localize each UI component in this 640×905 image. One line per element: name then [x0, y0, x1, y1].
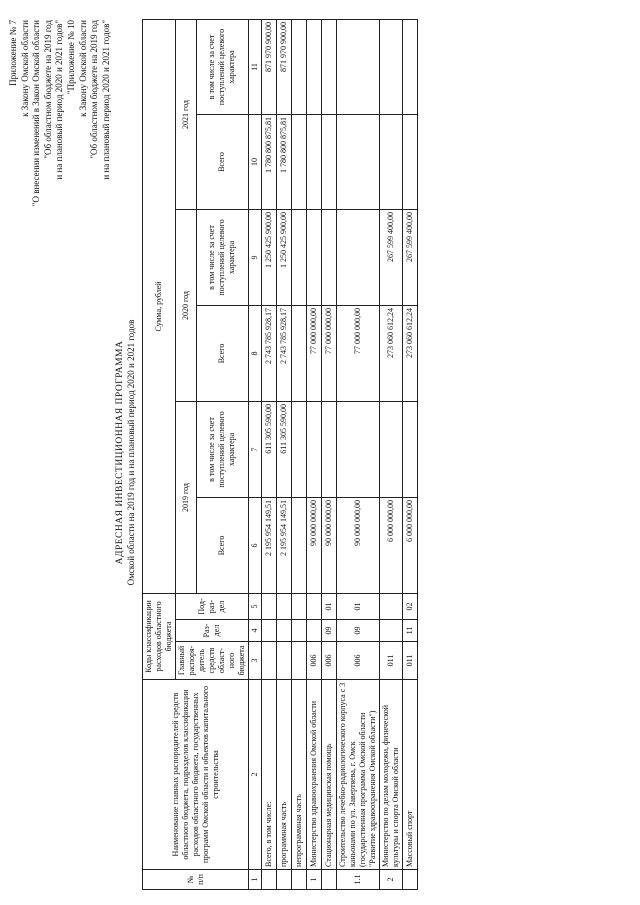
- cell-num: [292, 870, 307, 890]
- col-number: 9: [249, 209, 262, 305]
- cell-t2021: [292, 114, 307, 209]
- appendix-line: "Приложение № 10: [66, 20, 76, 95]
- cell-c2019: 611 305 590,00: [262, 401, 277, 497]
- cell-podrazdel: [307, 593, 322, 619]
- cell-t2021: [380, 114, 403, 209]
- cell-t2021: 1 780 800 875,81: [262, 114, 277, 209]
- header-total-2019: Всего: [196, 497, 248, 593]
- col-number: 7: [249, 401, 262, 497]
- cell-t2019: 90 000 000,00: [307, 497, 322, 593]
- cell-grbs: [262, 642, 277, 680]
- cell-c2019: [337, 401, 380, 497]
- table-row: [292, 19, 307, 889]
- table-row: [337, 19, 380, 889]
- table-body: [262, 19, 418, 889]
- header-target-2021: в том числе за счет поступлений целевого характера: [196, 19, 248, 114]
- table-row: [277, 19, 292, 889]
- cell-num: 1.1: [337, 870, 380, 890]
- header-codes: Коды классификации расходов областного бюджета: [143, 593, 176, 679]
- cell-razdel: [307, 620, 322, 642]
- col-number: 4: [249, 620, 262, 642]
- cell-num: 1: [307, 870, 322, 890]
- cell-t2020: 2 743 785 928,17: [262, 305, 277, 401]
- col-number: 10: [249, 114, 262, 209]
- cell-c2019: [307, 401, 322, 497]
- header-podrazdel: Под-раз-дел: [176, 593, 249, 619]
- cell-t2019: 90 000 000,00: [322, 497, 337, 593]
- header-num: № п/п: [143, 870, 249, 890]
- table-row: [403, 19, 418, 889]
- subtitle: Омской области на 2019 год и на плановый период 2020 и 2021 годов: [126, 319, 136, 586]
- cell-razdel: 09: [322, 620, 337, 642]
- cell-podrazdel: 01: [322, 593, 337, 619]
- cell-c2020: 1 250 425 900,00: [262, 209, 277, 305]
- cell-c2021: [337, 19, 380, 114]
- cell-podrazdel: [380, 593, 403, 619]
- cell-podrazdel: 02: [403, 593, 418, 619]
- cell-c2020: [322, 209, 337, 305]
- cell-num: [277, 870, 292, 890]
- col-number: 6: [249, 497, 262, 593]
- cell-t2020: 77 000 000,00: [307, 305, 322, 401]
- cell-t2020: 77 000 000,00: [322, 305, 337, 401]
- cell-c2020: [307, 209, 322, 305]
- cell-num: [403, 870, 418, 890]
- col-number: 2: [249, 680, 262, 870]
- cell-c2020: 267 599 400,00: [403, 209, 418, 305]
- cell-c2020: 1 250 425 900,00: [277, 209, 292, 305]
- cell-t2019: [292, 497, 307, 593]
- cell-t2020: [292, 305, 307, 401]
- appendix-line: "Об областном бюджете на 2019 год: [42, 20, 53, 159]
- cell-num: 2: [380, 870, 403, 890]
- header-target-2019: в том числе за счет поступлений целевого характера: [196, 401, 248, 497]
- cell-c2021: [322, 19, 337, 114]
- cell-t2021: [337, 114, 380, 209]
- header-target-2020: в том числе за счет поступлений целевого характера: [196, 209, 248, 305]
- cell-c2019: [403, 401, 418, 497]
- cell-name: Строительство лечебно-радиологического корпуса с 3 каньонами по ул. Завертяева, г. Омск (государственная программа Омской области "Развитие здравоохранения Омской области"): [337, 680, 380, 870]
- cell-c2019: 611 305 590,00: [277, 401, 292, 497]
- cell-t2021: [322, 114, 337, 209]
- cell-t2021: [403, 114, 418, 209]
- appendix-line: и на плановый период 2020 и 2021 годов": [54, 20, 64, 180]
- cell-t2021: 1 780 800 875,81: [277, 114, 292, 209]
- cell-podrazdel: [262, 593, 277, 619]
- cell-grbs: 011: [380, 642, 403, 680]
- cell-razdel: [277, 620, 292, 642]
- cell-c2021: [307, 19, 322, 114]
- table-row: [380, 19, 403, 889]
- header-sum: Сумма, рублей: [143, 19, 176, 593]
- cell-c2019: [380, 401, 403, 497]
- cell-grbs: [292, 642, 307, 680]
- table-row: [322, 19, 337, 889]
- table-row: [262, 19, 277, 889]
- cell-name: Министерство здравоохранения Омской области: [307, 680, 322, 870]
- cell-num: [262, 870, 277, 890]
- cell-name: Массовый спорт: [403, 680, 418, 870]
- cell-grbs: 006: [322, 642, 337, 680]
- cell-t2020: 273 060 612,24: [403, 305, 418, 401]
- document-title: [115, 0, 136, 905]
- appendix-10-header: [66, 20, 112, 180]
- cell-t2020: 273 060 612,24: [380, 305, 403, 401]
- cell-c2021: 871 970 900,00: [262, 19, 277, 114]
- appendix-line: Приложение № 7: [8, 20, 18, 86]
- cell-t2019: 2 195 954 149,51: [262, 497, 277, 593]
- cell-name: Всего, в том числе:: [262, 680, 277, 870]
- cell-name: непрограммная часть: [292, 680, 307, 870]
- header-year-2019: 2019 год: [176, 401, 197, 593]
- col-number: 5: [249, 593, 262, 619]
- cell-name: Министерство по делам молодежи, физической культуры и спорта Омской области: [380, 680, 403, 870]
- cell-podrazdel: [277, 593, 292, 619]
- cell-c2019: [322, 401, 337, 497]
- cell-grbs: 011: [403, 642, 418, 680]
- cell-c2019: [292, 401, 307, 497]
- cell-grbs: 006: [307, 642, 322, 680]
- cell-razdel: 11: [403, 620, 418, 642]
- col-number: 1: [249, 870, 262, 890]
- cell-t2019: 6 000 000,00: [403, 497, 418, 593]
- cell-name: программная часть: [277, 680, 292, 870]
- col-number: 3: [249, 642, 262, 680]
- cell-num: [322, 870, 337, 890]
- title: АДРЕСНАЯ ИНВЕСТИЦИОННАЯ ПРОГРАММА: [115, 340, 125, 565]
- appendix-7-header: [8, 20, 66, 206]
- cell-t2020: 77 000 000,00: [337, 305, 380, 401]
- appendix-line: и на плановый период 2020 и 2021 годов": [100, 20, 111, 180]
- appendix-line: "О внесении изменений в Закон Омской области: [31, 20, 41, 207]
- cell-t2019: 6 000 000,00: [380, 497, 403, 593]
- cell-podrazdel: 01: [337, 593, 380, 619]
- cell-t2020: 2 743 785 928,17: [277, 305, 292, 401]
- header-total-2021: Всего: [196, 114, 248, 209]
- header-name: Наименование главных распорядителей средств областного бюджета, подразделов классификации расходов областного бюджета, государственных программ Омской области и объектов капитального строительства: [143, 680, 249, 870]
- col-number: 11: [249, 19, 262, 114]
- cell-podrazdel: [292, 593, 307, 619]
- header-year-2020: 2020 год: [176, 209, 197, 401]
- cell-razdel: [262, 620, 277, 642]
- cell-c2020: [337, 209, 380, 305]
- cell-name: Стационарная медицинская помощь: [322, 680, 337, 870]
- cell-c2021: [380, 19, 403, 114]
- cell-c2021: [292, 19, 307, 114]
- header-total-2020: Всего: [196, 305, 248, 401]
- cell-grbs: 006: [337, 642, 380, 680]
- col-number: 8: [249, 305, 262, 401]
- appendix-line: "Об областном бюджете на 2019 год: [89, 20, 99, 159]
- cell-razdel: [292, 620, 307, 642]
- cell-c2020: [292, 209, 307, 305]
- cell-razdel: [380, 620, 403, 642]
- cell-grbs: [277, 642, 292, 680]
- header-razdel: Раз-дел: [176, 620, 249, 642]
- cell-c2021: 871 970 900,00: [277, 19, 292, 114]
- cell-t2021: [307, 114, 322, 209]
- appendix-line: к Закону Омской области: [19, 20, 30, 117]
- header-grbs: Главный распоря-дитель средств област-ного бюджета: [176, 642, 249, 680]
- header-year-2021: 2021 год: [176, 19, 197, 209]
- cell-c2020: 267 599 400,00: [380, 209, 403, 305]
- cell-razdel: 09: [337, 620, 380, 642]
- cell-c2021: [403, 19, 418, 114]
- cell-t2019: 2 195 954 149,51: [277, 497, 292, 593]
- table-row: [307, 19, 322, 889]
- appendix-line: к Закону Омской области: [77, 20, 88, 117]
- cell-t2019: 90 000 000,00: [337, 497, 380, 593]
- investment-program-table: [142, 19, 418, 890]
